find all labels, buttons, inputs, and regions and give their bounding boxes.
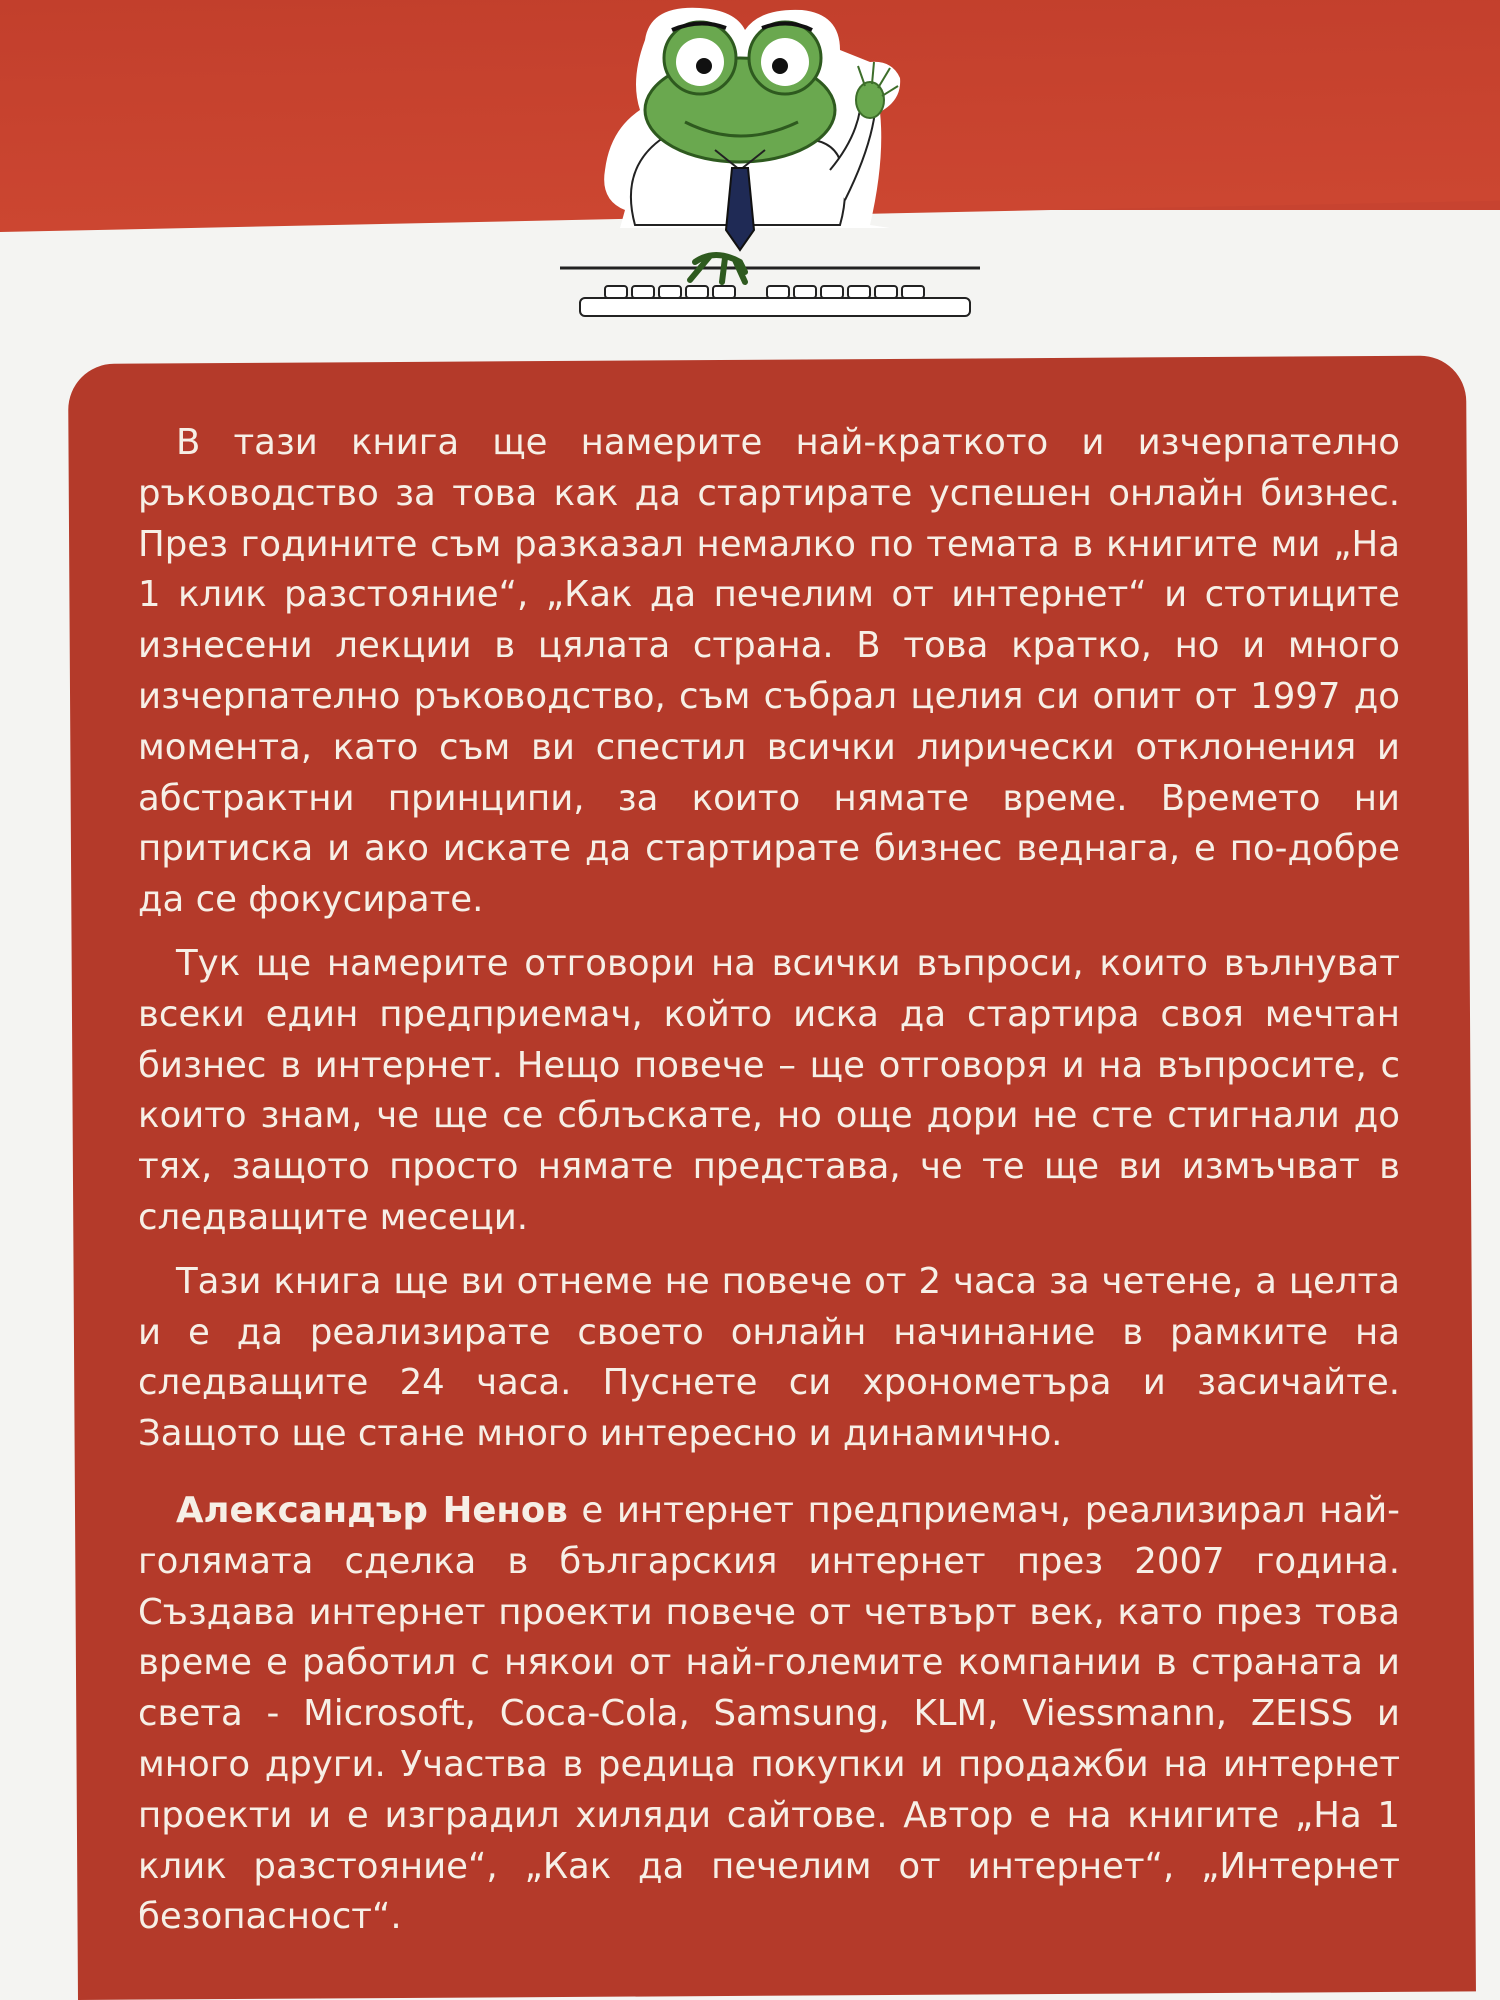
- description-paragraph-2: Тук ще намерите отговори на всички въпроси, които вълнуват всеки един предприемач, който иска да стартира своя мечтан бизнес в интернет. Нещо повече – ще отговоря и на въпросите, с които знам, че ще се сблъскате, но още дори не сте стигнали до тях, защото просто нямате представа, че те ще ви измъчват в следващите месеци.: [138, 942, 1400, 1238]
- description-paragraph-1: В тази книга ще намерите най-краткото и изчерпателно ръководство за това как да стартирате успешен онлайн бизнес. През годините съм разказал немалко по темата в книгите ми „На 1 клик разстояние“, „Как да печелим от интернет“ и стотиците изнесени лекции в цялата страна. В това кратко, но и много изчерпателно ръководство, съм събрал целия си опит от 1997 до момента, като съм ви спестил всички лирически отклонения и абстрактни принципи, за които нямате време. Времето ни притиска и ако искате да стартирате бизнес веднага, е по-добре да се фокусирате.: [138, 422, 1400, 921]
- frog-at-keyboard-icon: [540, 0, 1000, 330]
- description-paragraph-3: Тази книга ще ви отнеме не повече от 2 часа за четене, а целта и е да реализирате своето онлайн начинание в рамките на следващите 24 часа. Пуснете си хронометъра и засичайте. Защото ще стане много интересно и динамично.: [138, 1260, 1400, 1455]
- author-bio: [138, 1486, 1400, 1943]
- author-bio-text: е интернет предприемач, реализирал най-голямата сделка в българския интернет през 2007 година. Създава интернет проекти повече от четвърт век, като през това време е работил с някои от най-големите компании в страната и света - Microsoft, Coca-Cola, Samsung, KLM, Viessmann, ZEISS и много други. Участва в редица покупки и продажби на интернет проекти и е изградил хиляди сайтове. Автор е на книгите „На 1 клик разстояние“, „Как да печелим от интернет“, „Интернет безопасност“.: [138, 1489, 1400, 1938]
- book-description: [138, 418, 1400, 1956]
- frog-tie: [726, 168, 754, 250]
- keyboard-icon: [580, 286, 970, 316]
- author-name: Александър Ненов: [176, 1489, 568, 1531]
